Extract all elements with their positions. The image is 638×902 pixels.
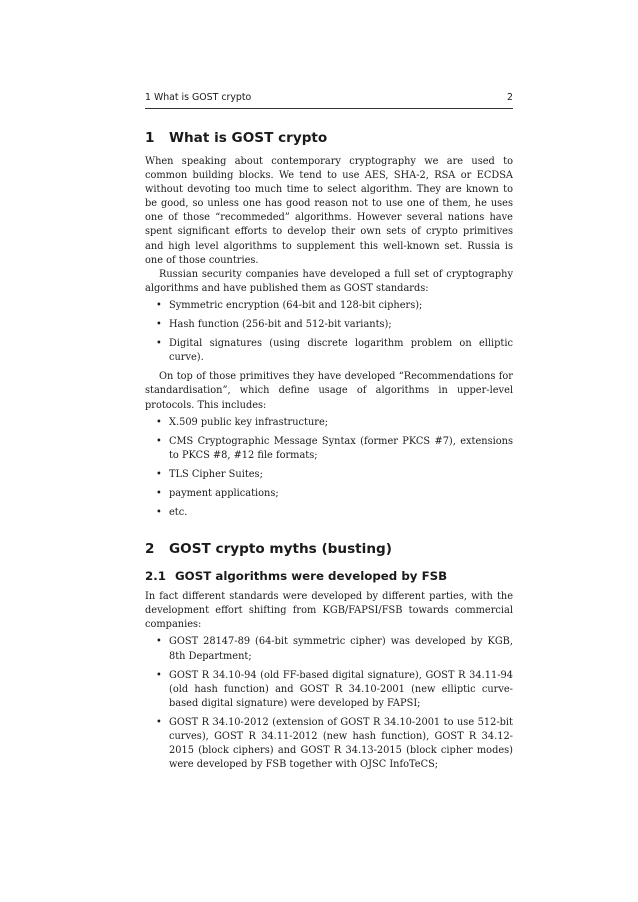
recommendations-list — [145, 416, 513, 521]
bullet-icon: • — [156, 716, 162, 728]
list-item: • GOST R 34.10-94 (old FF-based digital signature), GOST R 34.11-94 (old hash function) and GOST R 34.10-2001 (new elliptic curve-based digital signature) were developed by FAPSI; — [156, 669, 513, 709]
page-content — [145, 92, 513, 777]
subsection-2-1-heading — [145, 568, 513, 584]
gost-standards-list — [145, 299, 513, 365]
subsection-2-1-title: GOST algorithms were developed by FSB — [175, 569, 448, 584]
list-item: • Hash function (256-bit and 512-bit variants); — [145, 318, 513, 332]
section-2-title: GOST crypto myths (busting) — [169, 541, 392, 558]
bullet-icon: • — [156, 299, 162, 311]
bullet-icon: • — [156, 468, 162, 480]
bullet-icon: • — [156, 507, 162, 519]
list-item: • CMS Cryptographic Message Syntax (former PKCS #7), extensions to PKCS #8, #12 file formats; — [156, 435, 513, 461]
section-1-number: 1 — [145, 130, 155, 146]
section-1-heading — [145, 129, 513, 147]
bullet-icon: • — [156, 338, 162, 350]
list-item: • GOST R 34.10-2012 (extension of GOST R 34.10-2001 to use 512-bit curves), GOST R 34.11-2012 (new hash function), GOST R 34.12-2015 (block ciphers) and GOST R 34.13-2015 (block cipher modes) were developed by FSB together with OJSC InfoTeCS; — [156, 716, 513, 771]
bullet-icon: • — [156, 636, 162, 648]
section-2-number: 2 — [145, 541, 155, 558]
subsection-2-1-paragraph-1: In fact different standards were developed by different parties, with the development effort shifting from KGB/FAPSI/FSB towards commercial companies: — [145, 591, 513, 631]
bullet-icon: • — [156, 319, 162, 331]
section-2-heading — [145, 540, 513, 558]
list-item: • TLS Cipher Suites; — [145, 468, 513, 482]
bullet-icon: • — [156, 669, 162, 681]
list-item: • GOST 28147-89 (64-bit symmetric cipher) was developed by KGB, 8th Department; — [156, 636, 513, 662]
list-item: • Symmetric encryption (64-bit and 128-bit ciphers); — [145, 299, 513, 313]
subsection-2-1-number: 2.1 — [145, 569, 166, 584]
section-1-paragraph-1: When speaking about contemporary cryptography we are used to common building blocks. We tend to use AES, SHA-2, RSA or ECDSA without devoting too much time to select algorithm. They are known to be good, so unless one has good reason not to use one of them, he uses one of those “recommeded” algorithms. However several nations have spent significant efforts to develop their own sets of crypto primitives and high level algorithms to supplement this well-known set. Russia is one of those countries. — [145, 156, 513, 266]
list-item: • Digital signatures (using discrete logarithm problem on elliptic curve). — [156, 338, 513, 364]
list-item: • etc. — [145, 506, 513, 520]
running-header — [145, 92, 513, 109]
running-title: 1 What is GOST crypto — [145, 92, 252, 103]
bullet-icon: • — [156, 487, 162, 499]
list-item: • X.509 public key infrastructure; — [145, 416, 513, 430]
section-1-paragraph-2: Russian security companies have developed a full set of cryptography algorithms and have published them as GOST standards: — [145, 268, 513, 294]
bullet-icon: • — [156, 416, 162, 428]
section-1-title: What is GOST crypto — [169, 130, 328, 146]
bullet-icon: • — [156, 435, 162, 447]
developers-list — [145, 635, 513, 772]
page-number: 2 — [507, 92, 513, 103]
section-1-paragraph-3: On top of those primitives they have developed “Recommendations for standardisation”, which define usage of algorithms in upper-level protocols. This includes: — [145, 371, 513, 411]
list-item: • payment applications; — [145, 487, 513, 501]
